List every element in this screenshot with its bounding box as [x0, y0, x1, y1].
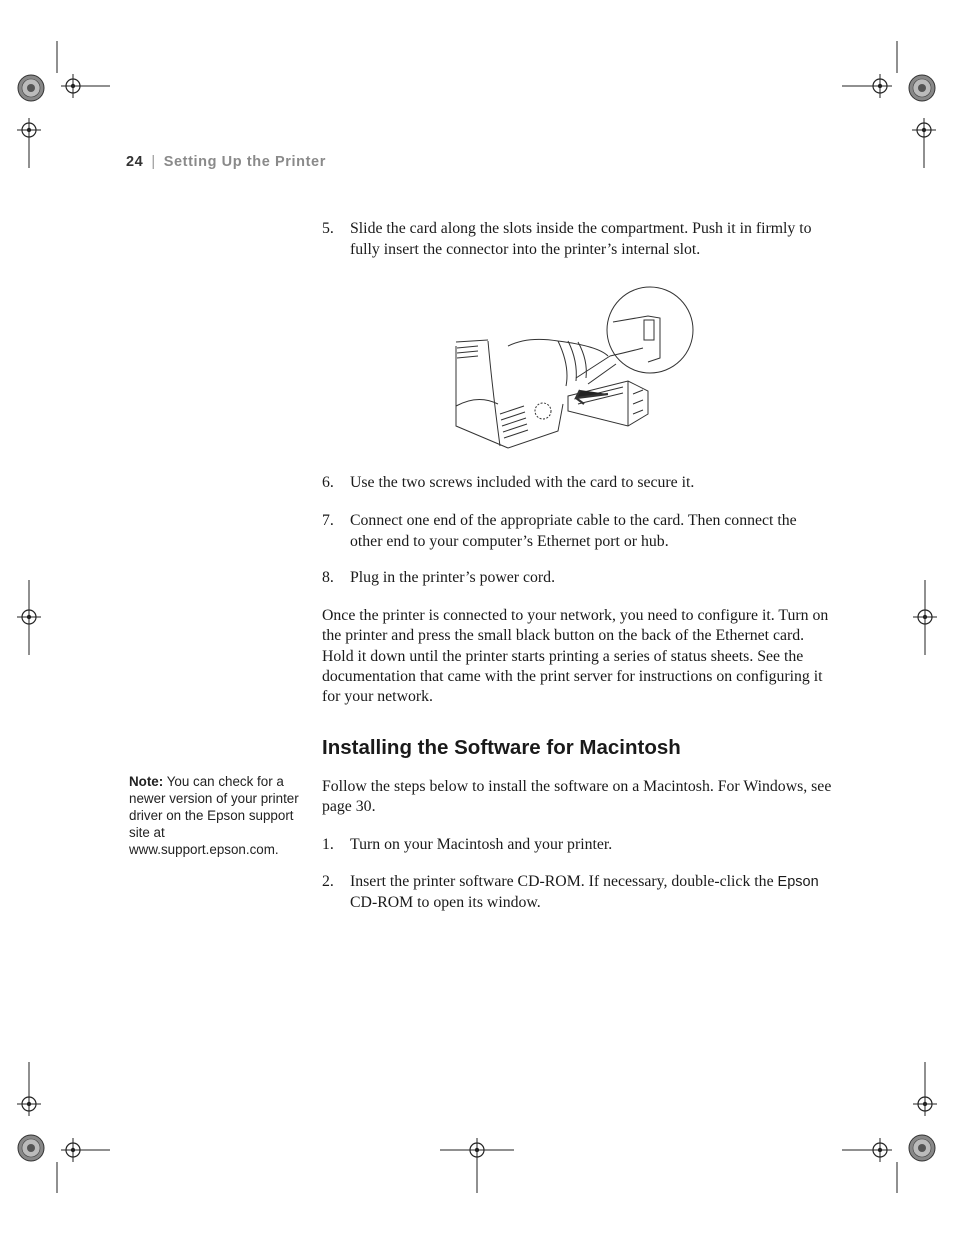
step-number: 5.: [322, 220, 334, 237]
ui-label-epson: Epson: [777, 874, 819, 890]
step-number: 6.: [322, 474, 334, 491]
step-number: 2.: [322, 873, 334, 890]
step-number: 8.: [322, 569, 334, 586]
step-number: 7.: [322, 512, 334, 529]
registration-target-icon: [868, 1138, 892, 1162]
step-text-part: CD-ROM to open its window.: [350, 893, 541, 911]
step-text: Connect one end of the appropriate cable to the card. Then connect the other end to your computer’s Ethernet port or hub.: [350, 512, 797, 550]
step-text: Slide the card along the slots inside the compartment. Push it in firmly to fully insert the connector into the printer’s internal slot.: [350, 220, 812, 258]
side-note: [129, 773, 301, 858]
page-number: 24: [126, 154, 144, 170]
step-item: [322, 568, 832, 589]
registration-star-icon: [18, 1135, 44, 1161]
network-paragraph: Once the printer is connected to your network, you need to configure it. Turn on the printer and press the small black button on the back of the Ethernet card. Hold it down until the printer starts printing a series of status sheets. See the documentation that came with the print server for instructions on configuring it for your network.: [322, 607, 829, 706]
registration-target-icon: [17, 1092, 41, 1116]
registration-target-icon: [868, 74, 892, 98]
step-number: 1.: [322, 836, 334, 853]
section-title: Setting Up the Printer: [163, 154, 326, 170]
section-heading: Installing the Software for Macintosh: [322, 736, 681, 759]
registration-star-icon: [909, 75, 935, 101]
registration-star-icon: [909, 1135, 935, 1161]
registration-target-icon: [912, 118, 936, 142]
registration-target-icon: [465, 1138, 489, 1162]
registration-target-icon: [17, 605, 41, 629]
step-item: [322, 835, 832, 856]
step-text: Use the two screws included with the card to secure it.: [350, 474, 695, 491]
intro-paragraph: Follow the steps below to install the software on a Macintosh. For Windows, see page 30.: [322, 778, 832, 816]
step-text: Turn on your Macintosh and your printer.: [350, 836, 613, 853]
step-item: [322, 473, 832, 494]
registration-target-icon: [17, 118, 41, 142]
registration-target-icon: [61, 1138, 85, 1162]
printer-card-illustration: [448, 286, 698, 451]
registration-target-icon: [913, 605, 937, 629]
running-header: [126, 154, 326, 170]
step-item: [322, 219, 832, 260]
registration-star-icon: [18, 75, 44, 101]
step-item: [322, 872, 832, 913]
step-text: Plug in the printer’s power cord.: [350, 569, 556, 586]
header-separator: |: [151, 154, 156, 170]
step-text: [350, 872, 832, 913]
step-item: [322, 511, 832, 552]
step-text-part: Insert the printer software CD-ROM. If necessary, double-click the: [350, 873, 778, 890]
note-label: Note:: [129, 774, 164, 789]
note-text: You can check for a newer version of your printer driver on the Epson support site at www.support.epson.com.: [129, 774, 299, 857]
registration-target-icon: [913, 1092, 937, 1116]
